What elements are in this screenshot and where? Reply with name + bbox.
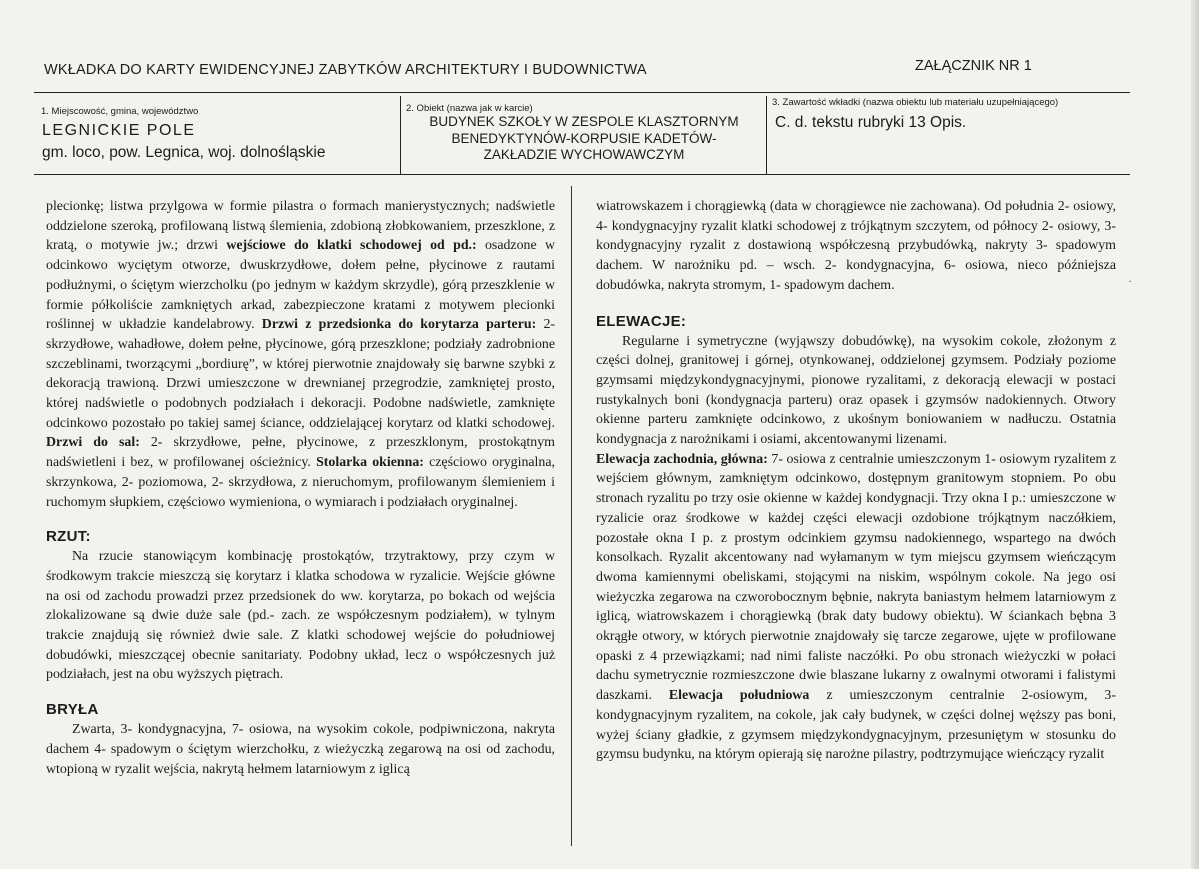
text-run: 2- skrzydłowe, wahadłowe, dołem pełne, płycinowe, górą przeszklone; podziały zadrobnione szczeblinami, tworzącymi „bordiurę”, w której pierwotnie znajdowały się barwne szybki z dekoracją trawioną. Drzwi umieszczone w drewnianej przegrodzie, zamkniętej prosto, której nadświetle o podobnych podziałach i dekoracji. Podobne nadświetle, zamknięte odcinkowo pozostało po takiej samej ściance, oddzielającej korytarz od klatki schodowej. [46,317,556,431]
page-title: WKŁADKA DO KARTY EWIDENCYJNEJ ZABYTKÓW ARCHITEKTURY I BUDOWNICTWA [44,62,647,78]
annex-label: ZAŁĄCZNIK NR 1 [915,58,1032,74]
text-run: plecionkę; listwa przylgowa w formie pilastra o formach manierystycznych; nadświetle oddzielone szeroką, profilowaną listwą ślemienia, zdobioną złobkowaniem, przeszklone, z kratą, o motywie jw.; drzwi [46,199,555,254]
joinery-paragraph [46,197,555,512]
column-divider [571,186,572,846]
section-heading-bryla: BRYŁA [46,701,99,719]
content-value: C. d. tekstu rubryki 13 Opis. [775,114,967,131]
bryla-continued-paragraph: wiatrowskazem i chorągiewką (data w chorągiewce nie zachowana). Od południa 2- osiowy, 4- kondygnacyjny ryzalit klatki schodowej z trójkątnym szczytem, od północy 2- osiowy, 3- kondygnacyjny ryzalit z dostawioną współczesną przybudówką, nakryty 3- spadowym dachem. W narożniku pd. – wsch. 2- kondygnacyjna, 6- osiowa, nieco późniejsza dobudówka, nakryta stromym, 1- spadowym dachem. [596,199,1116,293]
header-rule [34,92,1130,93]
text-run: 7- osiowa z centralnie umieszczonym 1- osiowym ryzalitem z wejściem głównym, zamkniętym odcinkowo, dostępnym granitowym stopniem. Po obu stronach ryzalitu po trzy osie okienne w każdej kondygnacji. Trzy okna I p.: umieszczone w ryzalicie oraz środkowe w każdej części elewacji ozdobione trójkątnym naczółkiem, pozostałe okna I p. z prostym odcinkiem gzymsu nadokiennego, wspartego na dwóch konsolkach. Ryzalit akcentowany nad wyłamanym w tym miejscu gzymsem wieńczącym dwoma kamiennymi obeliskami, stojącymi na niskim, wspólnym cokole. Na jego osi wieżyczka zegarowa na czworobocznym bębnie, nakryta baniastym hełmem latarniowym z iglicą, wiatrowskazem i chorągiewką (brak daty budowy obiektu). W ściankach bębna 3 okrągłe otwory, w których pierwotnie znajdowały się tarcze zegarowe, ujęte w profilowane opaski z 4 przewiązkami; nad nimi faliste naczółki. Po obu stronach wieżyczki w połaci dachu symetrycznie rozmieszczone dwie blaszane lukarny z owalnymi otworami i falistymi daszkami. [596,451,1116,704]
object-name [409,114,759,164]
locality-label: 1. Miejscowość, gmina, województwo [41,106,199,117]
text-run: osadzone w odcinkowo wyciętym otworze, dwuskrzydłowe, dołem pełne, płycinowe z rautami podłużnymi, o ściętym wierzcholku (po jednym w każdym skrzydle), górą przeszklenie w formie półkoliście zamkniętych arkad, zabezpieczone kratami z motywem plecionki roślinnej w układzie kandelabrowy. [46,238,555,333]
object-line-3: ZAKŁADZIE WYCHOWAWCZYM [483,147,685,162]
bold-term: wejściowe do klatki schodowej od pd.: [226,238,477,254]
text-run: częściowo oryginalna, skrzynkowa, 2- poziomowa, 2- skrzydłowa, z nieruchomym, profilowanym ślemieniem i ruchomym słupkiem, częściowo wymieniona, o wymiarach i podziałach oryginalnej. [46,455,555,510]
content-label: 3. Zawartość wkładki (nazwa obiektu lub materiału uzupełniającego) [772,97,1059,108]
object-line-1: BUDYNEK SZKOŁY W ZESPOLE KLASZTORNYM [429,114,739,129]
bold-term: Elewacja południowa [668,688,810,704]
text-run: z umieszczonym centralnie 2-osiowym, 3- kondygnacyjnym ryzalitem, na cokole, jak cały budynek, w części dolnej węższy pas boni, wyżej ściany gładkie, z gzymsem międzykondygnacyjnym, przesuniętym w stosunku do gzymsu budynku, na którym opierają się narożne pilastry, podtrzymujące wieńczący ryzalit [596,688,1117,763]
object-line-2: BENEDYKTYNÓW-KORPUSIE KADETÓW- [451,130,717,146]
scan-edge [1191,0,1199,869]
bryla-paragraph: Zwarta, 3- kondygnacyjna, 7- osiowa, na wysokim cokole, podpiwniczona, nakryta dachem 4- spadowym o ściętym wierzchołku, z wieżyczką zegarową na osi od zachodu, wtopioną w ryzalit wejścia, nakrytą hełmem latarniowym z iglicą [46,722,555,777]
locality-cell [34,96,400,174]
section-heading-rzut: RZUT: [46,528,91,546]
elewacje-west-paragraph [596,450,1116,765]
object-cell [400,96,767,174]
text-run: 2- skrzydłowe, pełne, płycinowe, z przeszklonym, prostokątnym nadświetleni i bez, w profilowanej ościeżnicy. [46,435,555,471]
left-column [46,197,555,779]
scan-speck: · [1128,274,1132,288]
locality-name: LEGNICKIE POLE [42,122,196,139]
content-cell [766,96,1131,174]
bold-term: Drzwi do sal: [46,435,140,451]
locality-detail: gm. loco, pow. Legnica, woj. dolnośląskie [42,144,326,161]
bold-term: Stolarka okienna: [316,455,424,471]
object-label: 2. Obiekt (nazwa jak w karcie) [406,103,533,114]
section-heading-elewacje: ELEWACJE: [596,312,687,330]
rzut-paragraph: Na rzucie stanowiącym kombinację prostokątów, trzytraktowy, przy czym w środkowym trakcie mieszczą się korytarz i klatka schodowa w ryzalicie. Wejście główne na osi od zachodu prowadzi przez przedsionek do ww. korytarza, po bokach od wejścia zlokalizowane są dwie duże sale (pd.- zach. ze współczesnym podziałem), w tylnym trakcie znajdują się również dwie sale. Z klatki schodowej wejście do południowej dobudówki, mieszczącej obecnie sanitariaty. Podobny układ, lecz o współczesnych już podziałach, jest na obu wyższych piętrach. [46,549,555,683]
bold-term: Elewacja zachodnia, główna: [596,451,768,467]
bold-term: Drzwi z przedsionka do korytarza parteru: [261,317,537,333]
info-box [34,96,1130,175]
right-column [596,197,1116,765]
elewacje-paragraph: Regularne i symetryczne (wyjąwszy dobudówkę), na wysokim cokole, złożonym z części dolnej, granitowej i górnej, otynkowanej, oddzielonej gzymsem. Podziały poziome gzymsami międzykondygnacyjnymi, pionowe ryzalitami, z dekoracją elewacji w postaci rustykalnych boni (kondygnacja parteru) oraz opasek i gzymsów nadokiennych. Otwory okienne parteru zamknięte odcinkowo, z ukośnym boniowaniem w nadłuczu. Ostatnia kondygnacja z narożnikami i osiami, akcentowanymi lizenami. [596,333,1116,448]
